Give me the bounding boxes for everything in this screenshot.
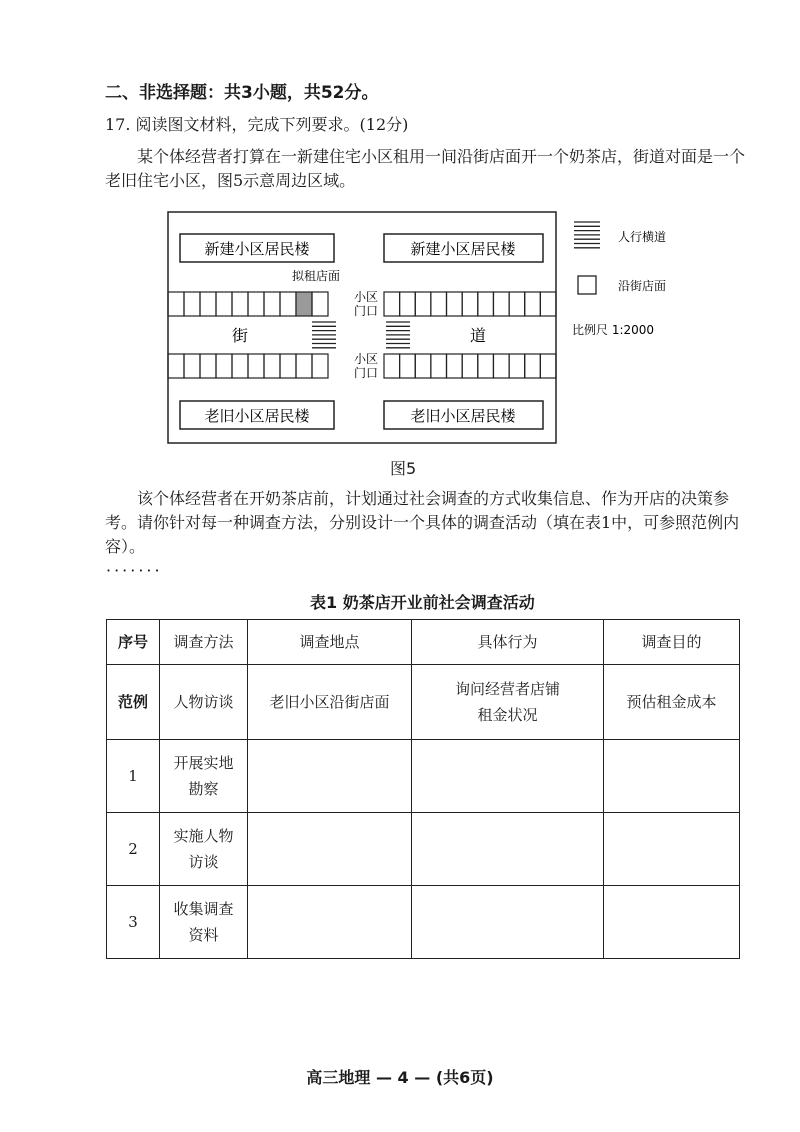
header-no: 序号 (107, 620, 160, 665)
bottom-right-shop-cell (462, 354, 478, 378)
example-action-line1: 询问经营者店铺 (454, 680, 560, 698)
rent-shop-label: 拟租店面 (291, 269, 341, 283)
bottom-left-shop-cell (200, 354, 216, 378)
row-place-blank (248, 813, 412, 886)
building-new-right-label: 新建小区居民楼 (410, 240, 516, 258)
header-method: 调查方法 (160, 620, 248, 665)
header-place: 调查地点 (248, 620, 412, 665)
top-left-shop-cell (280, 292, 296, 316)
row-action-blank (412, 886, 604, 959)
bottom-right-shop-cell (478, 354, 494, 378)
row-method-line2: 资料 (188, 926, 219, 944)
rented-shop-cell (296, 292, 312, 316)
table-row (107, 886, 740, 959)
survey-table (106, 619, 740, 959)
building-new-left-label: 新建小区居民楼 (204, 240, 310, 258)
top-left-shop-cell (184, 292, 200, 316)
figure-caption: 图5 (390, 459, 417, 478)
bottom-right-shop-cell (525, 354, 541, 378)
building-old-left-label: 老旧小区居民楼 (204, 407, 310, 425)
top-right-shop-cell (525, 292, 541, 316)
example-action (412, 665, 604, 740)
top-left-shop-cell (168, 292, 184, 316)
area-map-figure (0, 0, 800, 470)
map-scale: 比例尺 1:2000 (572, 323, 655, 337)
top-left-shop-cell (264, 292, 280, 316)
top-right-shop-cell (509, 292, 525, 316)
legend-crosswalk-label: 人行横道 (618, 230, 667, 244)
question-title: 17. 阅读图文材料，完成下列要求。(12分) (105, 115, 409, 134)
row-action-blank (412, 740, 604, 813)
table-row (107, 740, 740, 813)
bottom-right-shop-cell (431, 354, 447, 378)
top-right-shop-cell (447, 292, 463, 316)
top-right-shop-cell (400, 292, 416, 316)
bottom-right-shop-cell (415, 354, 431, 378)
row-place-blank (248, 886, 412, 959)
table-caption: 表1 奶茶店开业前社会调查活动 (310, 593, 535, 612)
header-purpose: 调查目的 (604, 620, 740, 665)
legend-shop-label: 沿街店面 (618, 279, 667, 293)
gate-label-top-2: 门口 (353, 304, 379, 318)
row-method (160, 886, 248, 959)
crosswalks (312, 322, 410, 348)
bottom-left-shop-cell (216, 354, 232, 378)
bottom-left-shop-cell (248, 354, 264, 378)
row-method-line1: 实施人物 (173, 827, 234, 845)
row-method-line1: 开展实地 (173, 754, 234, 772)
bottom-right-shop-cell (494, 354, 510, 378)
top-right-shop-cell (384, 292, 400, 316)
task-paragraph: 该个体经营者在开奶茶店前，计划通过社会调查的方式收集信息、作为开店的决策参考。请你针对每一种调查方法，分别设计一个具体的调查活动（填在表1中，可参照范例内容）。 (105, 489, 740, 556)
gate-label-top-1: 小区 (353, 290, 379, 304)
street-char-2: 道 (469, 326, 487, 345)
top-left-shop-cell (200, 292, 216, 316)
row-purpose-blank (604, 740, 740, 813)
table-row (107, 813, 740, 886)
row-action-blank (412, 813, 604, 886)
table-row-example (107, 665, 740, 740)
table-header-row (107, 620, 740, 665)
top-right-shop-cell (494, 292, 510, 316)
bottom-left-shop-cell (232, 354, 248, 378)
top-left-shop-cell (248, 292, 264, 316)
top-left-shop-cell (232, 292, 248, 316)
building-old-right-label: 老旧小区居民楼 (410, 407, 516, 425)
row-no: 2 (107, 813, 160, 886)
example-method: 人物访谈 (160, 665, 248, 740)
bottom-left-shop-cell (296, 354, 312, 378)
bottom-right-shop-cell (384, 354, 400, 378)
header-action: 具体行为 (412, 620, 604, 665)
bottom-right-shop-cell (509, 354, 525, 378)
top-right-shop-cell (431, 292, 447, 316)
bottom-left-shop-cell (168, 354, 184, 378)
top-left-shop-cell (312, 292, 328, 316)
top-left-shop-cell (216, 292, 232, 316)
top-right-shop-cell (478, 292, 494, 316)
top-right-shop-cell (540, 292, 556, 316)
row-method-line1: 收集调查 (173, 900, 234, 918)
row-no: 3 (107, 886, 160, 959)
row-place-blank (248, 740, 412, 813)
top-right-shop-cell (462, 292, 478, 316)
bottom-left-shop-cell (184, 354, 200, 378)
gate-label-bottom-2: 门口 (353, 366, 379, 380)
page-footer: 高三地理 — 4 — (共6页) (306, 1068, 494, 1087)
row-method (160, 740, 248, 813)
bottom-left-shop-cell (264, 354, 280, 378)
bottom-right-shop-cell (447, 354, 463, 378)
gate-label-bottom-1: 小区 (353, 352, 379, 366)
emphasis-dots: ······· (106, 561, 163, 580)
bottom-right-shop-cell (400, 354, 416, 378)
bottom-right-shop-cell (540, 354, 556, 378)
example-place: 老旧小区沿街店面 (248, 665, 412, 740)
material-paragraph: 某个体经营者打算在一新建住宅小区租用一间沿街店面开一个奶茶店，街道对面是一个老旧住宅小区，图5示意周边区域。 (105, 147, 746, 190)
bottom-left-shop-cell (280, 354, 296, 378)
row-purpose-blank (604, 813, 740, 886)
legend-shop-symbol (578, 276, 596, 294)
row-method-line2: 勘察 (188, 780, 219, 798)
top-right-shop-cell (415, 292, 431, 316)
row-purpose-blank (604, 886, 740, 959)
example-action-line2: 租金状况 (477, 706, 538, 724)
section-title: 二、非选择题：共3小题，共52分。 (105, 83, 379, 103)
row-no: 1 (107, 740, 160, 813)
bottom-left-shop-cell (312, 354, 328, 378)
example-no: 范例 (107, 665, 160, 740)
row-method (160, 813, 248, 886)
example-purpose: 预估租金成本 (604, 665, 740, 740)
street-char-1: 街 (231, 326, 249, 345)
legend-crosswalk-symbol (574, 222, 600, 248)
row-method-line2: 访谈 (188, 853, 219, 871)
